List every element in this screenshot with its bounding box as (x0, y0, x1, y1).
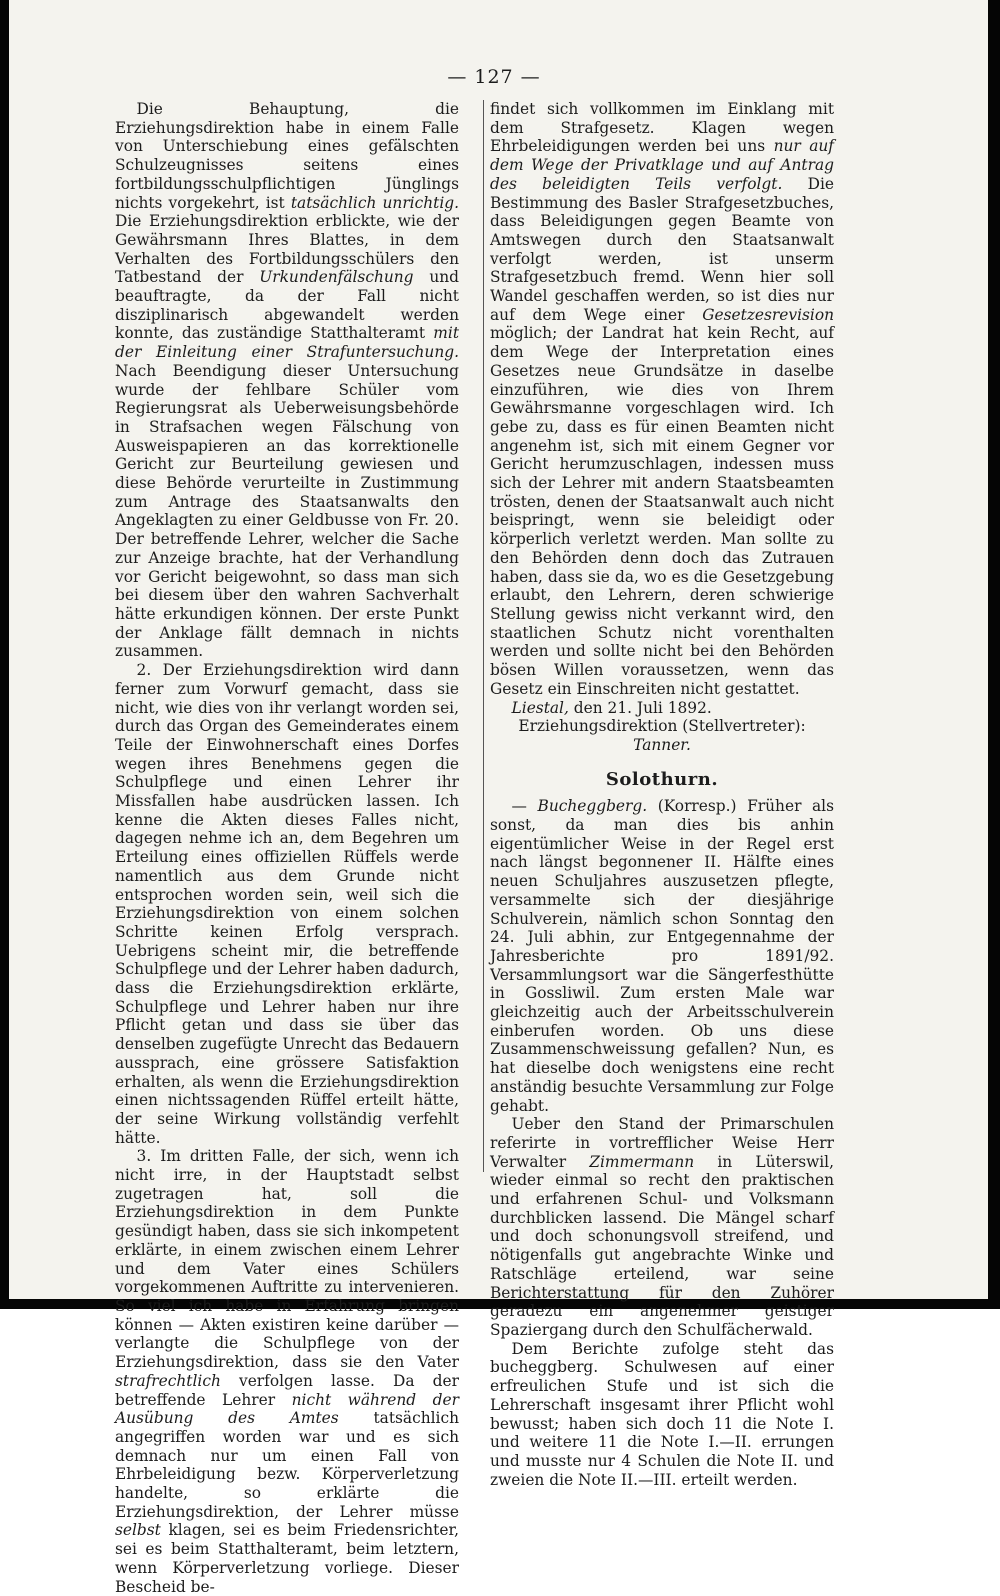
text-run: und beauftragte, da der Fall nicht disziplinarisch abgewandelt werden konnte, das zuständige Statthalteramt (115, 268, 459, 343)
document-page (9, 0, 988, 1596)
paragraph-continuation (490, 100, 834, 699)
text-run: in Lüterswil, wieder einmal so recht den praktischen und erfahrenen Schul- und Volksmann durchblicken lassend. Die Mängel scharf und doch schonungsvoll streifend, und nötigenfalls gut angebrachte Winke und Ratschläge erteilend, war seine Berichterstattung für den Zuhörer geradezu ein angenehmer geistiger Spaziergang durch den Schulfächerwald. (490, 1152, 834, 1339)
text-run: Die Bestimmung des Basler Strafgesetzbuches, dass Beleidigungen gegen Beamte von Amtswegen durch den Staatsanwalt verfolgt werden, ist unserm Strafgesetzbuch fremd. Wenn hier soll Wandel geschaffen werden, so ist dies nur auf dem Wege einer (490, 174, 834, 324)
text-run: verfolgen lasse. Da der betreffende Lehrer (115, 1371, 459, 1409)
scan-border-left (0, 0, 9, 1309)
text-run: — (511, 797, 538, 816)
text-run: Ueber den Stand der Primarschulen referirte in vortrefflicher Weise Herr Verwalter (490, 1115, 834, 1171)
text-run: findet sich vollkommen im Einklang mit dem Strafgesetz. Klagen wegen Ehrbeleidigungen werden bei uns (490, 100, 834, 156)
text-run: möglich; der Landrat hat kein Recht, auf dem Wege der Interpretation eines Gesetzes neue Grundsätze in daselbe einzuführen, wie dies von Ihrem Gewährsmanne vorgeschlagen wird. Ich gebe zu, dass es für einen Beamten nicht angenehm ist, sich mit einem Gegner vor Gericht herumzuschlagen, indessen muss sich der Lehrer mit andern Staatsbeamten trösten, denen der Staatsanwalt auch nicht beispringt, wenn sie beleidigt oder körperlich verletzt werden. Man sollte zu den Behörden denn doch das Zutrauen haben, dass sie da, wo es die Gesetzgebung erlaubt, den Lehrern, deren schwierige Stellung gewiss nicht verkannt wird, den staatlichen Schutz nicht vorenthalten werden und sollte nicht bei den Behörden bösen Willen voraussetzen, wenn das Gesetz ein Einschreiten nicht gestattet. (490, 324, 834, 698)
text-run: tatsächlich angegriffen worden war und es sich demnach nur um einen Fall von Ehrbeleidigung bezw. Körperverletzung handelte, so erklärte die Erziehungsdirektion, der Lehrer müsse (115, 1409, 459, 1521)
italic-run: selbst (115, 1521, 161, 1540)
text-run: Die Erziehungsdirektion erblickte, wie der Gewährsmann Ihres Blattes, in dem Verhalten des Fortbildungsschülers den Tatbestand der (115, 212, 459, 287)
paragraph-point-2: 2. Der Erziehungsdirektion wird dann ferner zum Vorwurf gemacht, dass sie nicht, wie dies von ihr verlangt worden sei, durch das Organ des Gemeinderates einem Teile der Einwohnerschaft eines Dorfes wegen ihres Benehmens gegen die Schulpflege und einen Lehrer ihr Missfallen habe ausdrücken lassen. Ich kenne die Akten dieses Falles nicht, dagegen nehme ich an, dem Begehren um Erteilung eines offiziellen Rüffels werde namentlich aus dem Grunde nicht entsprochen worden sein, weil sich die Erziehungsdirektion von einem solchen Schritte keinen Erfolg versprach. Uebrigens scheint mir, die betreffende Schulpflege und der Lehrer haben dadurch, dass die Erziehungsdirektion erklärte, Schulpflege und Lehrer haben nur ihre Pflicht getan und dass sie über das denselben zugefügte Unrecht das Bedauern aussprach, eine grössere Satisfaktion erhalten, als wenn die Erziehungsdirektion einen nichtssagenden Rüffel erteilt hätte, der seine Wirkung vollständig verfehlt hätte. (115, 661, 459, 1147)
signer-office: Erziehungsdirektion (Stellvertreter): (518, 717, 806, 736)
paragraph-behauptung (115, 100, 459, 661)
italic-run: Gesetzesrevision (702, 305, 834, 324)
italic-run: tatsächlich unrichtig. (290, 193, 459, 212)
scan-border-right (988, 0, 1000, 1309)
italic-run: nicht während der Ausübung des Amtes (115, 1390, 459, 1428)
left-column (115, 100, 459, 1596)
italic-run: Bucheggberg. (537, 797, 648, 816)
column-divider (483, 100, 484, 1172)
italic-run: Zimmermann (589, 1152, 695, 1171)
letter-dateline (490, 699, 834, 718)
section-heading-solothurn: Solothurn. (605, 768, 719, 790)
letter-place: Liestal, (511, 698, 569, 717)
paragraph-point-3 (115, 1147, 459, 1596)
italic-run: nur auf dem Wege der Privatklage und auf Antrag des beleidigten Teils verfolgt. (490, 137, 834, 193)
page-number: — 127 — (447, 66, 541, 88)
italic-run: strafrechtlich (115, 1371, 221, 1390)
signer-name: Tanner. (633, 735, 691, 754)
text-run: Die Behauptung, die Erziehungsdirektion habe in einem Falle von Unterschiebung eines gefälschten Schulzeugnisses seitens eines fortbildungsschulpflichtigen Jünglings nichts vorgekehrt, ist (115, 100, 459, 212)
paragraph-primarschulen (490, 1115, 834, 1339)
text-run: klagen, sei es beim Friedensrichter, sei es beim Statthalteramt, beim letztern, wenn Körperverletzung vorliege. Dieser Bescheid be- (115, 1521, 459, 1596)
right-column (490, 100, 834, 1489)
text-run: 3. Im dritten Falle, der sich, wenn ich nicht irre, in der Hauptstadt selbst zugetragen hat, soll die Erziehungsdirektion in dem Punkte gesündigt haben, dass sie sich inkompetent erklärte, in einem zwischen einem Lehrer und dem Vater eines Schülers vorgekommenen Auftritte zu intervenieren. So viel ich habe in Erfahrung bringen können — Akten existiren keine darüber — verlangte die Schulpflege von der Erziehungsdirektion, dass sie den Vater (115, 1147, 459, 1372)
paragraph-berichte: Dem Berichte zufolge steht das bucheggberg. Schulwesen auf einer erfreulichen Stufe und ist sich die Lehrerschaft insgesamt ihrer Pflicht wohl bewusst; haben sich doch 11 die Note I. und weitere 11 die Note I.—II. errungen und musste nur 4 Schulen die Note II. und zweien die Note II.—III. erteilt werden. (490, 1339, 834, 1489)
italic-run: Urkundenfälschung (259, 268, 414, 287)
text-run: Nach Beendigung dieser Untersuchung wurde der fehlbare Schüler vom Regierungsrat als Ueberweisungsbehörde in Strafsachen wegen Fälschung von Ausweispapieren an das korrektionelle Gericht zur Beurteilung gewiesen und diese Behörde verurteilte in Zustimmung zum Antrage des Staatsanwalts den Angeklagten zu einer Geldbusse von Fr. 20. Der betreffende Lehrer, welcher die Sache zur Anzeige brachte, hat der Verhandlung vor Gericht beigewohnt, so dass man sich bei diesem über den wahren Sachverhalt hätte erkundigen können. Der erste Punkt der Anklage fällt demnach in nichts zusammen. (115, 361, 459, 661)
text-run: (Korresp.) Früher als sonst, da man dies bis anhin eigentümlicher Weise in der Regel erst nach längst begonnener II. Hälfte eines neuen Schuljahres auszusetzen pflegte, versammelte sich der diesjährige Schulverein, nämlich schon Sonntag den 24. Juli abhin, zur Entgegennahme der Jahresberichte pro 1891/92. Versammlungsort war die Sängerfesthütte in Gossliwil. Zum ersten Male war gleichzeitig auch der Arbeitsschulverein einberufen worden. Ob uns diese Zusammenschweissung gefallen? Nun, es hat dieselbe doch wenigstens eine recht anständig besuchte Versammlung zur Folge gehabt. (490, 797, 834, 1115)
letter-date: den 21. Juli 1892. (568, 698, 712, 717)
italic-run: mit der Einleitung einer Strafuntersuchung. (115, 324, 459, 362)
paragraph-bucheggberg (490, 797, 834, 1115)
